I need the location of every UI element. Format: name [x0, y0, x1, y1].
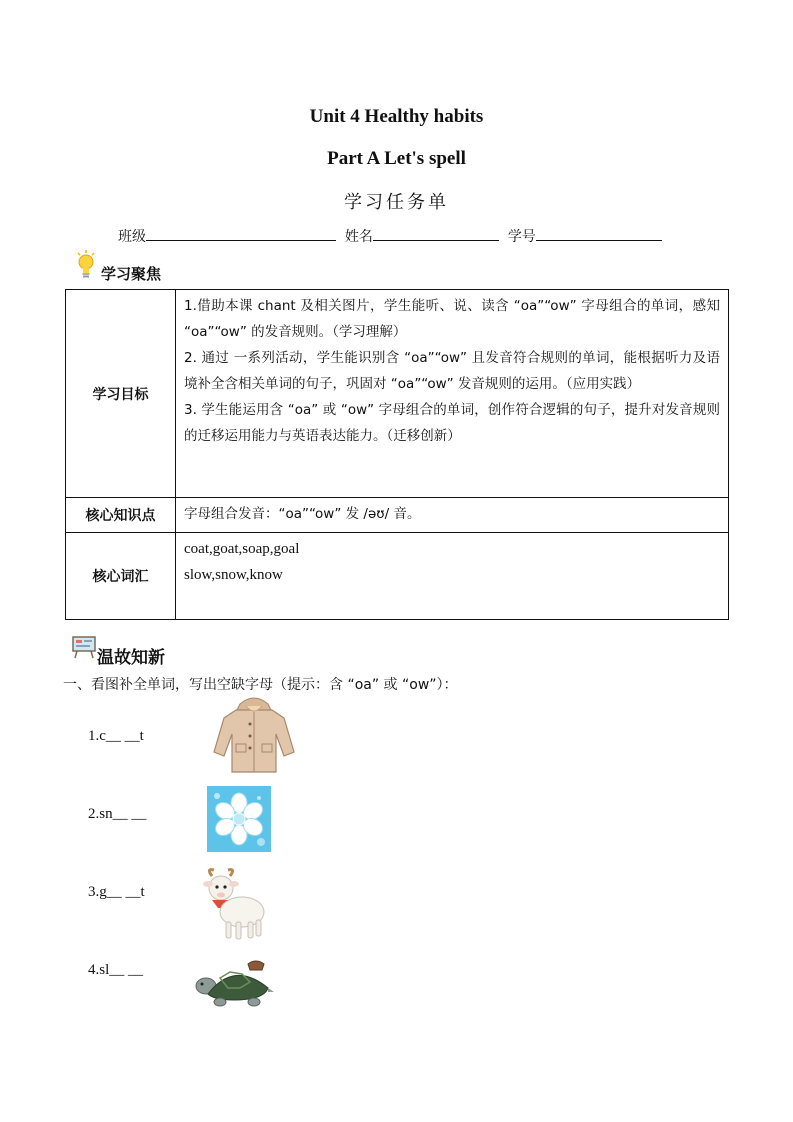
vocabulary-oa: coat,goat,soap,goal	[184, 541, 300, 557]
exercise-item-4[interactable]: 4.sl__ __	[88, 962, 144, 978]
unit-title: Unit 4 Healthy habits	[309, 106, 484, 127]
learning-focus-table	[65, 289, 729, 620]
number-blank[interactable]	[536, 226, 662, 241]
worksheet-title: 学习任务单	[344, 192, 449, 213]
snowflake-picture	[207, 786, 271, 856]
table-row	[66, 533, 729, 620]
focus-heading: 学习聚焦	[101, 265, 162, 283]
coat-picture	[210, 694, 298, 780]
knowledge-content	[176, 498, 729, 533]
goals-label: 学习目标	[66, 290, 176, 498]
lightbulb-icon	[76, 250, 96, 284]
name-blank[interactable]	[373, 226, 499, 241]
exercise-item-3[interactable]: 3.g__ __t	[88, 884, 145, 900]
exercise-item-2[interactable]: 2.sn__ __	[88, 806, 147, 822]
review-heading: 温故知新	[97, 648, 165, 668]
name-label: 姓名	[344, 229, 373, 245]
goals-content	[176, 290, 729, 498]
vocabulary-label: 核心词汇	[66, 533, 176, 620]
exercise-item-1[interactable]: 1.c__ __t	[88, 728, 144, 744]
knowledge-point: 字母组合发音：“oa”“ow” 发 /əʊ/ 音。	[184, 506, 421, 522]
class-label: 班级	[118, 229, 146, 245]
goal-2: 2. 通过 一系列活动，学生能识别含 “oa”“ow” 且发音符合规则的单词，能根据听力及语境补全含相关单词的句子，巩固对 “oa”“ow” 发音规则的运用。（应用实践）	[184, 350, 720, 392]
vocabulary-content	[176, 533, 729, 620]
class-blank[interactable]	[146, 226, 336, 241]
turtle-picture	[190, 954, 276, 1016]
goal-1: 1.借助本课 chant 及相关图片，学生能听、说、读含 “oa”“ow” 字母组合的单词，感知 “oa”“ow” 的发音规则。（学习理解）	[184, 298, 720, 340]
number-label: 学号	[507, 229, 536, 245]
exercise-instruction: 一、看图补全单词，写出空缺字母（提示：含 “oa” 或 “ow”）：	[63, 677, 458, 693]
knowledge-label: 核心知识点	[66, 498, 176, 533]
goal-3: 3. 学生能运用含 “oa” 或 “ow” 字母组合的单词，创作符合逻辑的句子，提升对发音规则的迁移运用能力与英语表达能力。（迁移创新）	[184, 402, 720, 444]
vocabulary-ow: slow,snow,know	[184, 567, 283, 583]
table-row	[66, 498, 729, 533]
part-title: Part A Let's spell	[327, 148, 466, 169]
blackboard-icon	[72, 635, 96, 663]
goat-picture	[200, 866, 270, 948]
table-row	[66, 290, 729, 498]
student-info-line	[118, 226, 662, 246]
